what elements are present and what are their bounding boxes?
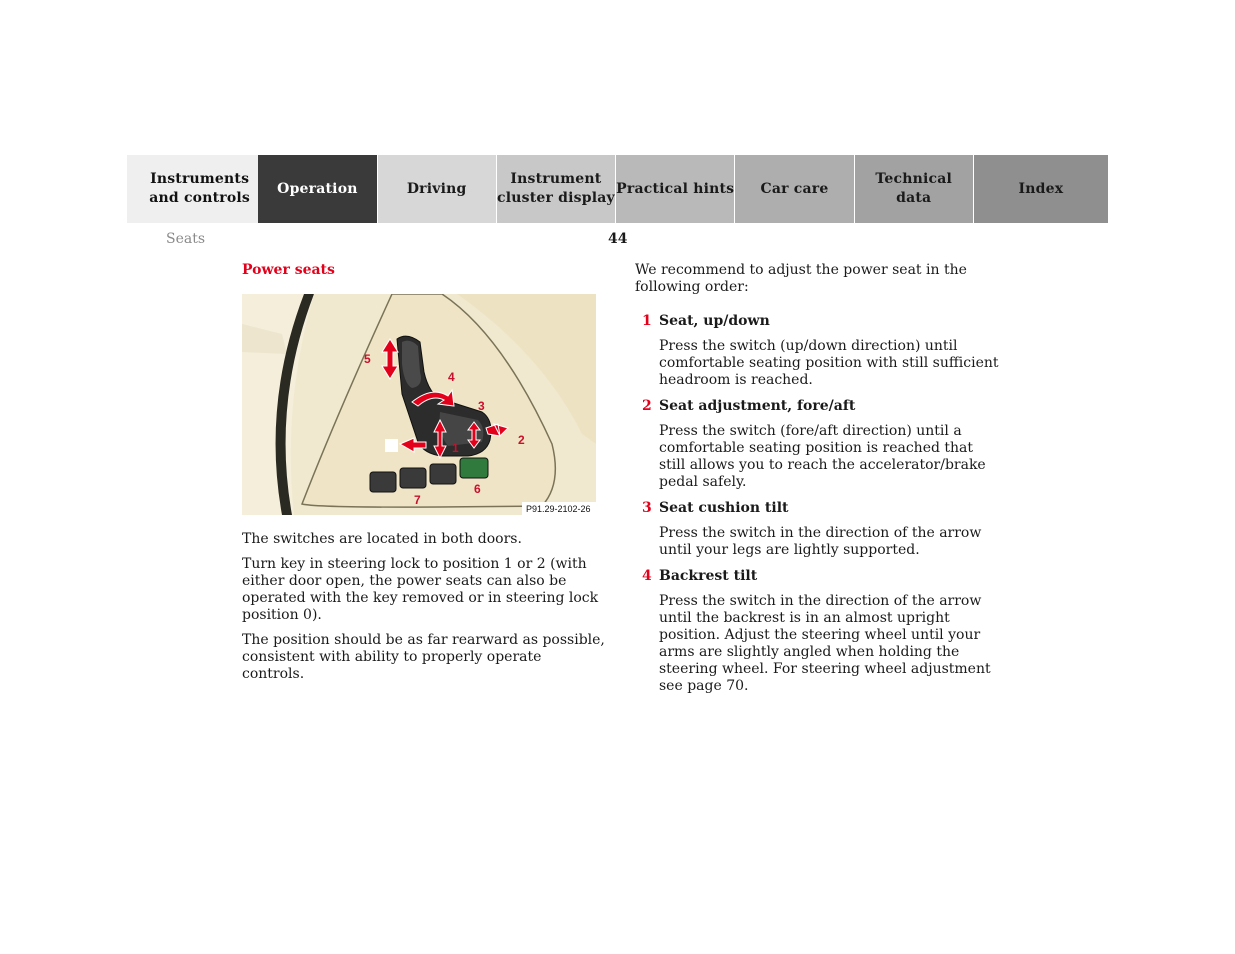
tab-index[interactable] [974, 155, 1108, 223]
memory-button-3 [430, 464, 456, 484]
step-title: Backrest tilt [659, 568, 758, 584]
tab-label: Instruments and controls [149, 171, 250, 206]
tab-instrument-cluster-display[interactable] [497, 155, 615, 223]
paragraph: The position should be as far rearward as possible, consistent with ability to properly operate controls. [242, 632, 605, 682]
power-seat-switch-illustration [242, 294, 596, 515]
tab-label: Car care [760, 180, 829, 197]
paragraph: Turn key in steering lock to position 1 or 2 (with either door open, the power seats can also be operated with the key removed or in steering lock position 0). [242, 556, 599, 623]
page-heading: Power seats [242, 262, 335, 278]
tab-label: Technical data [875, 171, 953, 206]
step-item [635, 313, 1000, 389]
callout-7: 7 [414, 493, 421, 507]
step-number: 4 [642, 568, 652, 584]
step-item [635, 568, 1000, 695]
step-description: Press the switch in the direction of the arrow until the backrest is in an almost upright position. Adjust the steering wheel until your arms are slightly angled when holding the steering wheel. For steering wheel adjustment see page 70. [659, 593, 991, 694]
step-description: Press the switch (fore/aft direction) until a comfortable seating position is reached that still allows you to reach the accelerator/brake pedal safely. [659, 423, 986, 490]
tab-label: Driving [406, 180, 467, 197]
chapter-nav [127, 155, 1108, 223]
tab-operation[interactable] [258, 155, 376, 223]
callout-2: 2 [518, 433, 525, 447]
intro-paragraph: We recommend to adjust the power seat in the following order: [635, 262, 967, 295]
callout-1: 1 [452, 441, 459, 455]
step-title: Seat adjustment, fore/aft [659, 398, 856, 414]
figure-caption: P91.29-2102-26 [526, 504, 591, 514]
memory-button-2 [400, 468, 426, 488]
tab-label: Index [1018, 180, 1064, 197]
paragraph: The switches are located in both doors. [242, 531, 522, 547]
memory-button-1 [370, 472, 396, 492]
step-number: 1 [642, 313, 652, 329]
callout-6: 6 [474, 482, 481, 496]
tab-label: Instrument cluster display [497, 171, 615, 206]
step-item [635, 500, 1000, 559]
switch-drawing [242, 294, 596, 515]
tab-technical-data[interactable] [855, 155, 973, 223]
right-column [635, 262, 1000, 704]
left-column [242, 531, 607, 691]
tab-driving[interactable] [378, 155, 496, 223]
tab-instruments-and-controls[interactable] [127, 155, 258, 223]
step-description: Press the switch in the direction of the arrow until your legs are lightly supported. [659, 525, 982, 558]
memory-store-button [460, 458, 488, 478]
tab-label: Practical hints [616, 180, 735, 197]
tab-practical-hints[interactable] [616, 155, 734, 223]
step-item [635, 398, 1000, 491]
section-title: Seats [166, 231, 206, 247]
tab-label: Operation [277, 180, 358, 197]
step-number: 3 [642, 500, 652, 516]
page-number: 44 [608, 231, 628, 247]
callout-marker [385, 439, 398, 452]
callout-4: 4 [448, 370, 455, 384]
callout-5: 5 [364, 352, 371, 366]
callout-3: 3 [478, 399, 485, 413]
step-title: Seat, up/down [659, 313, 770, 329]
step-title: Seat cushion tilt [659, 500, 789, 516]
step-description: Press the switch (up/down direction) until comfortable seating position with still sufficient headroom is reached. [659, 338, 999, 388]
tab-car-care[interactable] [735, 155, 853, 223]
step-number: 2 [642, 398, 652, 414]
